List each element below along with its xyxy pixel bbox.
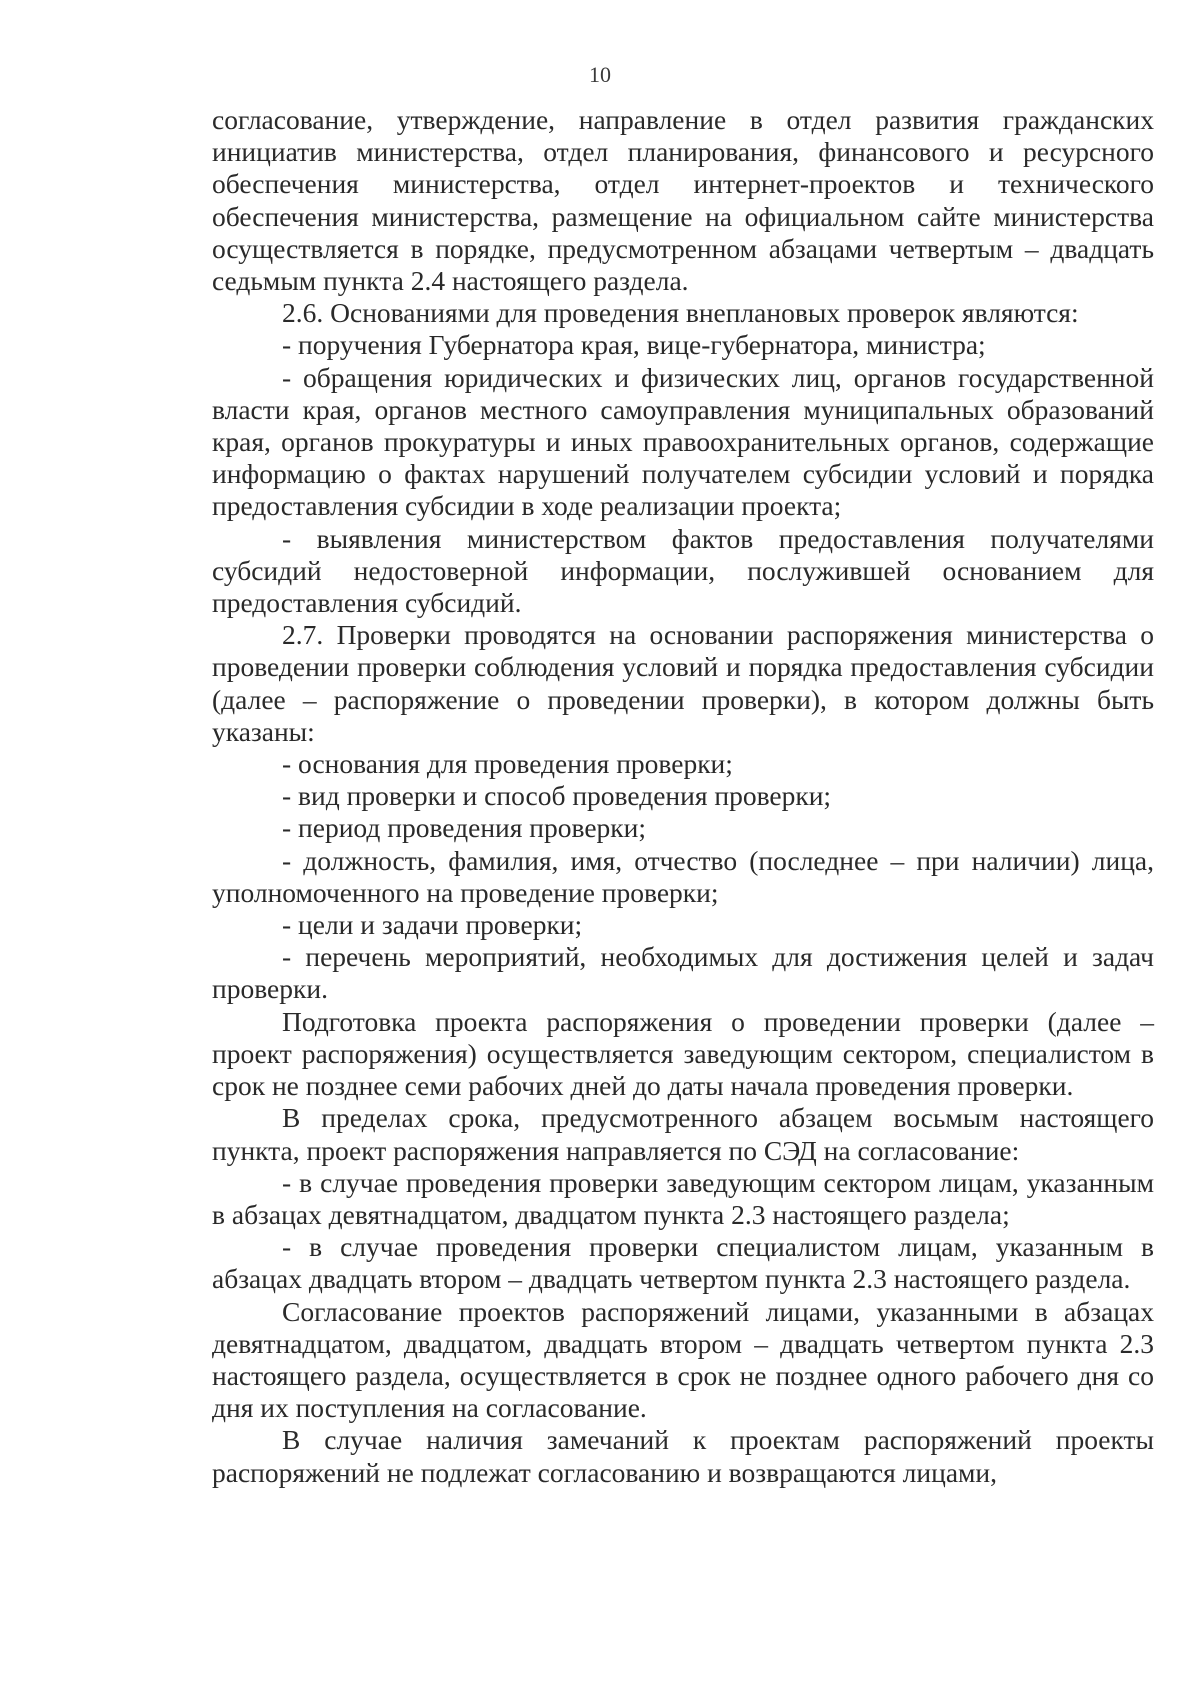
page-number: 10: [589, 62, 611, 87]
list-item: - в случае проведения проверки специалистом лицам, указанным в абзацах двадцать втором – двадцать четвертом пункта 2.3 настоящего раздела.: [212, 1231, 1154, 1295]
list-item: - поручения Губернатора края, вице-губернатора, министра;: [282, 329, 986, 361]
paragraph: В случае наличия замечаний к проектам распоряжений проекты распоряжений не подлежат согласованию и возвращаются лицами,: [212, 1424, 1154, 1488]
list-item: - должность, фамилия, имя, отчество (последнее – при наличии) лица, уполномоченного на проведение проверки;: [212, 844, 1154, 908]
paragraph-2-6-heading: 2.6. Основаниями для проведения внеплановых проверок являются:: [282, 297, 1079, 329]
list-item: - период проведения проверки;: [282, 812, 646, 844]
list-item: - цели и задачи проверки;: [282, 909, 583, 941]
list-item: - обращения юридических и физических лиц, органов государственной власти края, органов местного самоуправления муниципальных образований края, органов прокуратуры и иных правоохранительных органов, содержащие информацию о фактах нарушений получателем субсидии условий и порядка предоставления субсидии в ходе реализации проекта;: [212, 361, 1154, 522]
list-item: - основания для проведения проверки;: [282, 748, 733, 780]
paragraph: Подготовка проекта распоряжения о проведении проверки (далее – проект распоряжения) осуществляется заведующим сектором, специалистом в срок не позднее семи рабочих дней до даты начала проведения проверки.: [212, 1005, 1154, 1102]
list-item: - перечень мероприятий, необходимых для достижения целей и задач проверки.: [212, 941, 1154, 1005]
list-item: - вид проверки и способ проведения проверки;: [282, 780, 832, 812]
list-item: - в случае проведения проверки заведующим сектором лицам, указанным в абзацах девятнадцатом, двадцатом пункта 2.3 настоящего раздела;: [212, 1166, 1154, 1230]
paragraph: Согласование проектов распоряжений лицами, указанными в абзацах девятнадцатом, двадцатом, двадцать втором – двадцать четвертом пункта 2.3 настоящего раздела, осуществляется в срок не позднее одного рабочего дня со дня их поступления на согласование.: [212, 1295, 1154, 1424]
document-body: [212, 104, 1154, 1489]
list-item: - выявления министерством фактов предоставления получателями субсидий недостоверной информации, послужившей основанием для предоставления субсидий.: [212, 522, 1154, 619]
paragraph-continuation: согласование, утверждение, направление в отдел развития гражданских инициатив министерства, отдел планирования, финансового и ресурсного обеспечения министерства, отдел интернет-проектов и технического обеспечения министерства, размещение на официальном сайте министерства осуществляется в порядке, предусмотренном абзацами четвертым – двадцать седьмым пункта 2.4 настоящего раздела.: [212, 104, 1154, 297]
paragraph-2-7: 2.7. Проверки проводятся на основании распоряжения министерства о проведении проверки соблюдения условий и порядка предоставления субсидии (далее – распоряжение о проведении проверки), в котором должны быть указаны:: [212, 619, 1154, 747]
paragraph: В пределах срока, предусмотренного абзацем восьмым настоящего пункта, проект распоряжения направляется по СЭД на согласование:: [212, 1102, 1154, 1166]
